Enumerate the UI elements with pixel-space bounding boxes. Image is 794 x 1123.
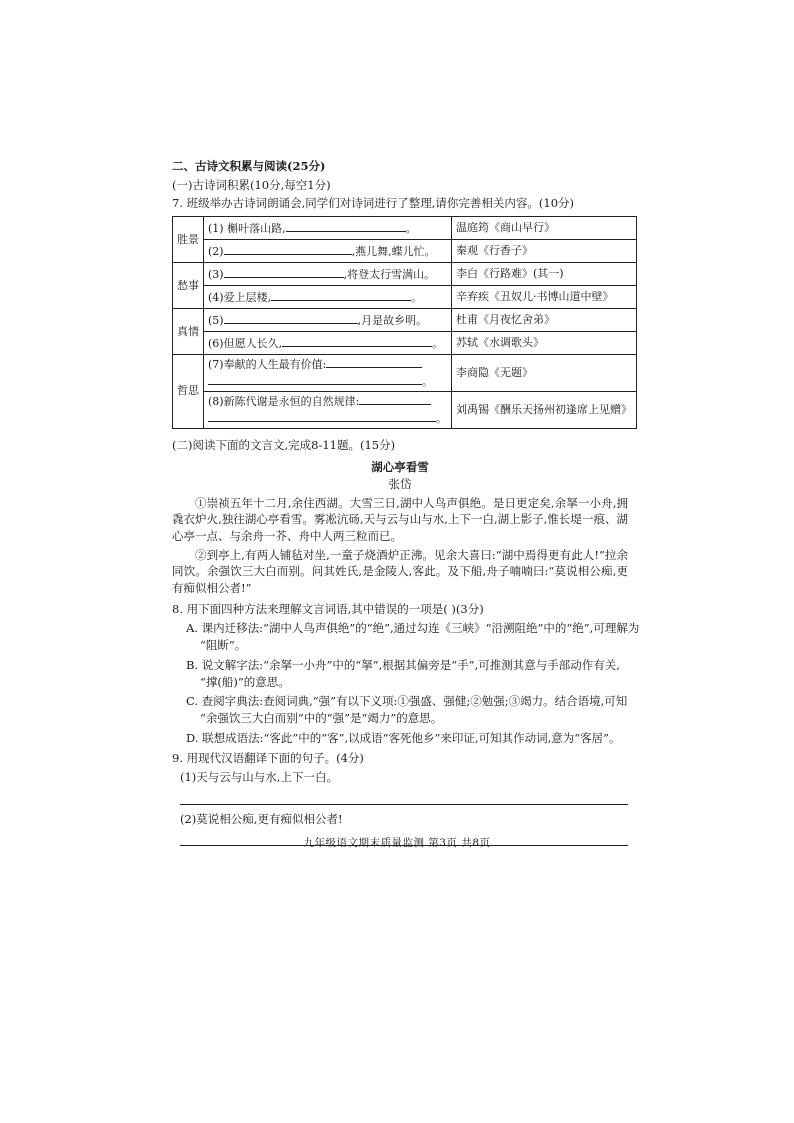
option-d-text: D. 联想成语法:“客此”中的“客”,以成语“客死他乡”来印证,可知其作动词,意为“客居”。: [186, 730, 621, 745]
poem-line-cell: [204, 286, 452, 309]
source-cell: 刘禹锡《酬乐天扬州初逢席上见赠》: [452, 391, 637, 428]
poem-line-cell: [204, 309, 452, 332]
poem-line-cell: [204, 263, 452, 286]
passage-paragraph-1: ①崇祯五年十二月,余住西湖。大雪三日,湖中人鸟声俱绝。是日更定矣,余拏一小舟,拥毳衣炉火,独往湖心亭看雪。雾凇沆砀,天与云与山与水,上下一白,湖上影子,惟长堤一痕、湖心亭一点、与余舟一芥、舟中人两三粒而已。: [172, 495, 628, 544]
option-a-cont: “阻断”。: [200, 638, 247, 653]
answer-blank[interactable]: [208, 410, 436, 422]
answer-blank[interactable]: [224, 266, 344, 278]
table-row: [173, 355, 637, 392]
poem-line-end: 。: [405, 221, 417, 235]
poem-line-end: 。: [411, 290, 423, 304]
option-b-cont: “撑(船)”的意思。: [200, 674, 290, 689]
answer-blank[interactable]: [271, 289, 411, 301]
option-c-cont: “余强饮三大白而别”中的“强”是“竭力”的意思。: [200, 710, 443, 725]
passage-title: 湖心亭看雪: [371, 460, 429, 475]
answer-blank[interactable]: [359, 393, 431, 405]
poem-line-end: ,燕儿舞,蝶儿忙。: [351, 244, 436, 258]
part1-heading: (一)古诗词积累(10分,每空1分): [172, 177, 331, 192]
answer-blank[interactable]: [208, 373, 422, 385]
part2-heading: (二)阅读下面的文言文,完成8-11题。(15分): [172, 437, 396, 452]
poem-line-cell: [204, 217, 452, 240]
answer-blank[interactable]: [224, 312, 358, 324]
option-c-text: C. 查阅字典法:查阅词典,“强”有以下义项:①强盛、强健;②勉强;③竭力。结合语境,可知: [186, 694, 628, 709]
answer-blank[interactable]: [282, 335, 432, 347]
table-row: [173, 263, 637, 286]
option-c: [172, 693, 628, 726]
answer-line[interactable]: [180, 788, 628, 805]
question-8: 8. 用下面四种方法来理解文言词语,其中错误的一项是( )(3分): [172, 601, 484, 616]
option-a: [172, 620, 640, 653]
poem-line-text: (3): [208, 267, 224, 281]
category-cell: 真情: [173, 309, 204, 355]
passage-author: 张岱: [388, 477, 412, 492]
poem-line-text: (1) 槲叶落山路,: [208, 221, 286, 235]
source-cell: 温庭筠《商山早行》: [452, 217, 637, 240]
table-row: [173, 309, 637, 332]
source-cell: 李白《行路难》(其一): [452, 263, 637, 286]
page-footer: 九年级语文期末质量监测 第3页 共8页: [303, 837, 491, 849]
poem-line-text: (5): [208, 313, 224, 327]
option-b: [172, 657, 628, 690]
table-row: [173, 332, 637, 355]
poem-line-text: (2): [208, 244, 224, 258]
poem-line-end: 。: [422, 374, 433, 388]
poem-line-end: ,将登太行雪满山。: [343, 267, 436, 281]
poem-line-cell: [204, 240, 452, 263]
q9-sentence-1: (1)天与云与山与水,上下一白。: [180, 769, 338, 784]
poem-line-text: (7)奉献的人生最有价值:: [208, 358, 327, 372]
table-row: [173, 240, 637, 263]
answer-blank[interactable]: [286, 220, 406, 232]
poem-line-end: ,月是故乡明。: [357, 313, 428, 327]
table-row: [173, 217, 637, 240]
category-cell: 愁事: [173, 263, 204, 309]
category-cell: 胜景: [173, 217, 204, 263]
table-row: [173, 286, 637, 309]
poem-line-end: 。: [432, 336, 444, 350]
option-b-text: B. 说文解字法:“余拏一小舟”中的“拏”,根据其偏旁是“手”,可推测其意与手部动作有关,: [186, 657, 620, 672]
category-cell: 哲思: [173, 355, 204, 429]
poem-line-end: 。: [436, 411, 447, 425]
exam-page: [172, 158, 640, 852]
option-d: [172, 730, 628, 747]
poem-line-text: (4)爱上层楼,: [208, 290, 272, 304]
passage-paragraph-2: ②到亭上,有两人铺毡对坐,一童子烧酒炉正沸。见余大喜曰:“湖中焉得更有此人!”拉余同饮。余强饮三大白而别。问其姓氏,是金陵人,客此。及下船,舟子喃喃曰:“莫说相公痴,更有痴似相公者!”: [172, 547, 628, 596]
answer-blank[interactable]: [224, 243, 352, 255]
poem-line-cell: [204, 391, 452, 428]
source-cell: 秦观《行香子》: [452, 240, 637, 263]
poem-line-cell: [204, 355, 452, 392]
poem-line-cell: [204, 332, 452, 355]
section-heading: 二、古诗文积累与阅读(25分): [172, 159, 326, 173]
source-cell: 李商隐《无题》: [452, 355, 637, 392]
q9-sentence-2: (2)莫说相公痴,更有痴似相公者!: [180, 811, 343, 826]
poem-line-text: (8)新陈代谢是永恒的自然规律:: [208, 394, 360, 408]
source-cell: 辛弃疾《丑奴儿·书博山道中壁》: [452, 286, 637, 309]
source-cell: 杜甫《月夜忆舍弟》: [452, 309, 637, 332]
option-a-text: A. 课内迁移法:“湖中人鸟声俱绝”的“绝”,通过勾连《三峡》“沿溯阻绝”中的“绝”,可理解为: [186, 621, 640, 636]
question-7: 7. 班级举办古诗词朗诵会,同学们对诗词进行了整理,请你完善相关内容。(10分): [172, 196, 575, 211]
answer-blank[interactable]: [326, 356, 422, 368]
poem-table: [172, 216, 637, 429]
poem-line-text: (6)但愿人长久,: [208, 336, 283, 350]
question-9: 9. 用现代汉语翻译下面的句子。(4分): [172, 751, 364, 766]
table-row: [173, 391, 637, 428]
source-cell: 苏轼《水调歌头》: [452, 332, 637, 355]
